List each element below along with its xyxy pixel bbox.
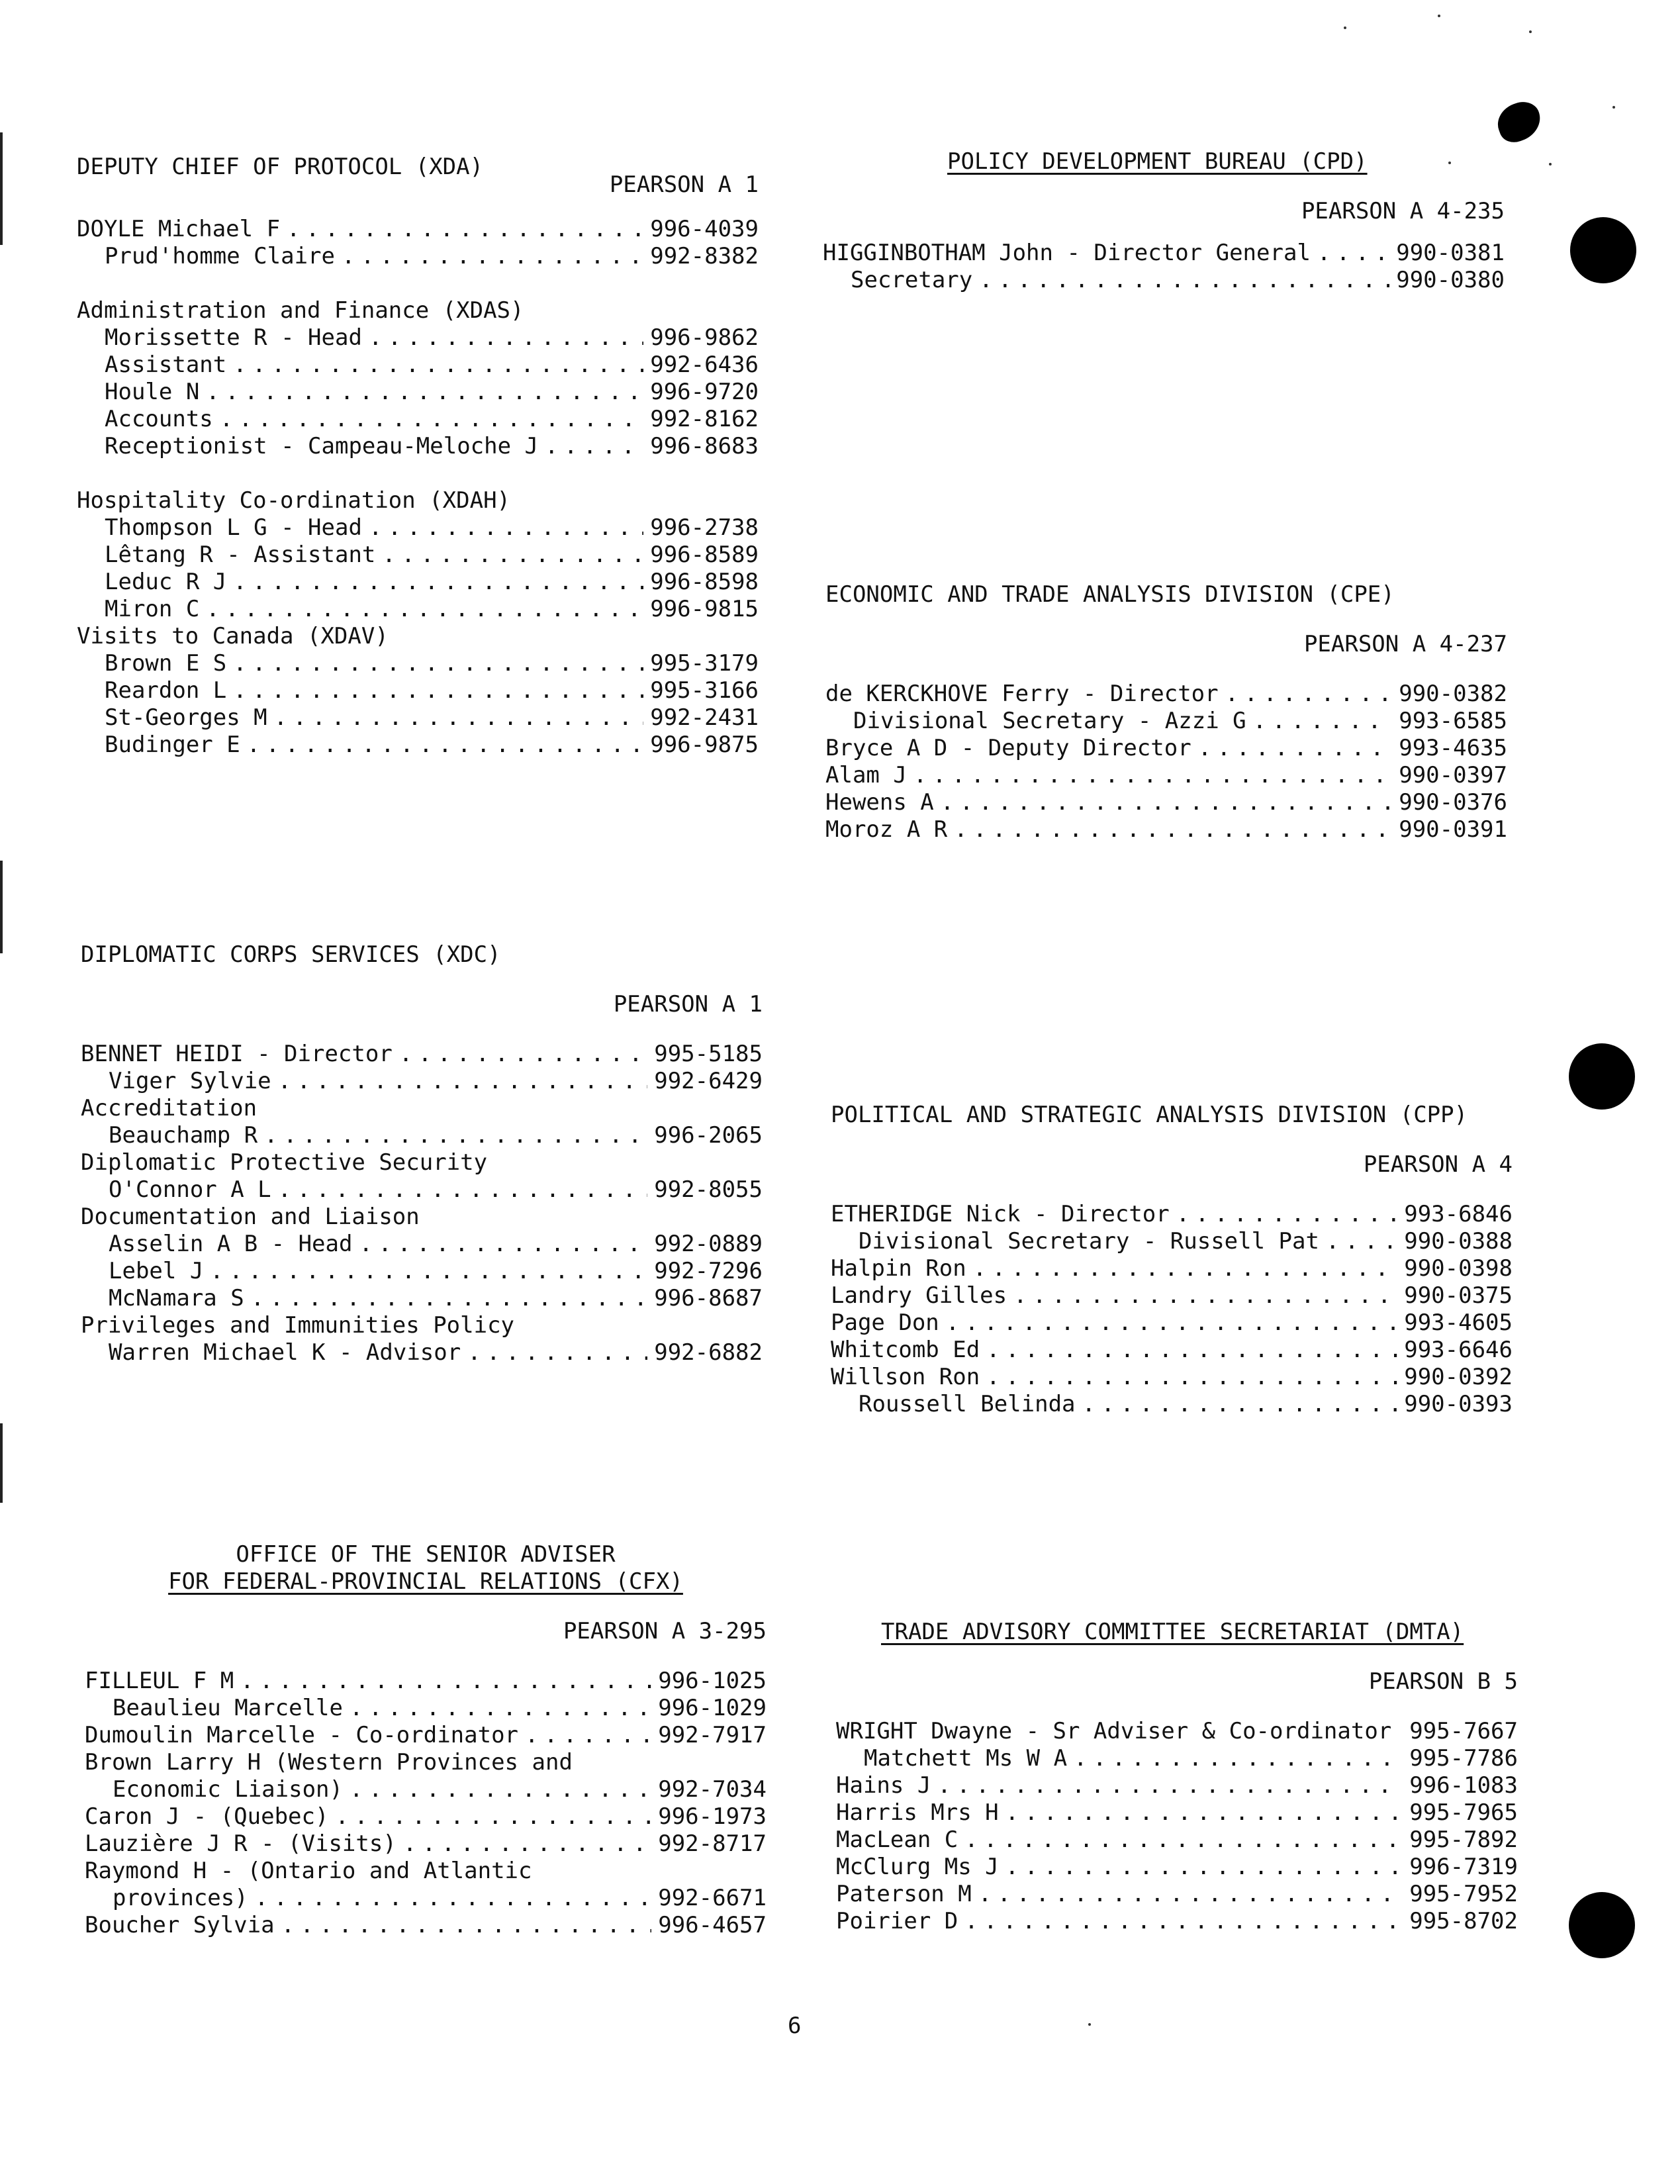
entry-phone: 996-2738 — [650, 514, 759, 541]
entry-name: Caron J - (Quebec) — [85, 1803, 329, 1830]
dot-leader — [399, 1041, 647, 1068]
scan-speck — [1529, 30, 1532, 33]
entry-name: Thompson L G - Head — [105, 514, 362, 541]
dot-leader — [1225, 681, 1393, 708]
directory-entry — [77, 514, 759, 542]
entry-phone: 995-7892 — [1409, 1827, 1518, 1853]
entry-phone: 990-0381 — [1396, 240, 1505, 266]
dot-leader — [986, 1364, 1397, 1391]
dot-leader — [1005, 1799, 1403, 1827]
section-location: PEARSON A 4-235 — [1301, 198, 1505, 224]
entry-name: Dumoulin Marcelle - Co-ordinator — [85, 1722, 519, 1748]
directory-entry — [81, 1339, 763, 1366]
subsection-header: Diplomatic Protective Security — [81, 1149, 488, 1176]
entry-name: Boucher Sylvia — [85, 1912, 275, 1938]
directory-entry — [836, 1718, 1518, 1745]
directory-entry — [85, 1722, 767, 1749]
entry-gap — [77, 270, 759, 297]
directory-entry — [825, 681, 1507, 708]
entry-name: Whitcomb Ed — [831, 1337, 980, 1363]
entry-name: Harris Mrs H — [836, 1799, 999, 1826]
entry-phone: 995-7786 — [1409, 1745, 1518, 1772]
entry-name: Lebel J — [109, 1258, 204, 1284]
entry-name: Beaulieu Marcelle — [113, 1695, 343, 1721]
dot-leader — [278, 1176, 648, 1204]
section-economic-trade-analysis — [825, 581, 1507, 843]
punch-hole-middle — [1569, 1043, 1635, 1110]
dot-leader — [233, 677, 643, 704]
dot-leader — [545, 433, 643, 460]
dot-leader — [220, 406, 643, 433]
section-senior-adviser-federal-provincial — [85, 1541, 767, 1939]
entry-name: McNamara S — [109, 1285, 244, 1311]
directory-entry — [831, 1337, 1513, 1364]
entry-phone: 996-9720 — [650, 379, 759, 405]
entry-phone: 990-0380 — [1396, 267, 1505, 293]
directory-entry — [77, 732, 759, 759]
dot-leader — [467, 1339, 647, 1366]
entry-name: Reardon L — [105, 677, 227, 704]
directory-entry — [825, 789, 1507, 816]
page-number: 6 — [788, 2013, 802, 2039]
dot-leader — [210, 1258, 647, 1285]
directory-entry — [85, 1776, 767, 1803]
dot-leader — [1074, 1745, 1403, 1772]
section-title-line-1: OFFICE OF THE SENIOR ADVISER — [236, 1541, 616, 1568]
entry-name: Paterson M — [836, 1881, 972, 1907]
entry-name: Hains J — [836, 1772, 931, 1799]
directory-entry — [85, 1803, 767, 1830]
directory-entry — [831, 1391, 1513, 1418]
dot-leader — [369, 514, 643, 542]
directory-entry — [823, 240, 1505, 267]
directory-entry — [77, 542, 759, 569]
dot-leader — [335, 1803, 651, 1830]
entry-phone: 996-1973 — [658, 1803, 767, 1830]
dot-leader — [350, 1695, 651, 1722]
dot-leader — [1198, 735, 1393, 762]
entry-phone: 992-7296 — [654, 1258, 763, 1284]
entry-name: de KERCKHOVE Ferry - Director — [825, 681, 1219, 707]
entry-phone: 992-7917 — [658, 1722, 767, 1748]
dot-leader — [978, 1881, 1403, 1908]
entry-phone: 996-4657 — [658, 1912, 767, 1938]
section-title: POLICY DEVELOPMENT BUREAU (CPD) — [947, 148, 1368, 175]
dot-leader — [1317, 240, 1389, 267]
entry-phone: 990-0375 — [1404, 1282, 1513, 1309]
scan-speck — [1438, 15, 1440, 17]
entry-phone: 990-0388 — [1404, 1228, 1513, 1255]
punch-hole-top — [1570, 217, 1636, 283]
entry-name: Alam J — [825, 762, 907, 788]
dot-leader — [1176, 1201, 1397, 1228]
entry-list — [81, 1041, 763, 1366]
entry-name: Prud'homme Claire — [105, 243, 335, 269]
entry-name: Secretary — [851, 267, 973, 293]
entry-phone: 993-4635 — [1399, 735, 1507, 761]
dot-leader — [986, 1337, 1397, 1364]
directory-entry — [81, 1176, 763, 1204]
entry-phone: 995-7965 — [1409, 1799, 1518, 1826]
directory-entry — [836, 1799, 1518, 1827]
edge-mark-bottom — [0, 1423, 3, 1503]
entry-name: Houle N — [105, 379, 200, 405]
dot-leader — [913, 762, 1392, 789]
entry-phone: 992-2431 — [650, 704, 759, 731]
entry-phone: 992-7034 — [658, 1776, 767, 1803]
directory-entry — [825, 735, 1507, 762]
dot-leader — [206, 596, 643, 623]
dot-leader — [964, 1827, 1403, 1854]
directory-entry — [77, 216, 759, 243]
entry-phone: 992-8717 — [658, 1830, 767, 1857]
entry-phone: 990-0376 — [1399, 789, 1507, 816]
entry-list — [823, 240, 1505, 294]
entry-phone: 995-3166 — [650, 677, 759, 704]
entry-name: Willson Ron — [831, 1364, 980, 1390]
directory-entry — [825, 708, 1507, 735]
dot-leader — [350, 1776, 651, 1803]
entry-gap — [77, 460, 759, 487]
dot-leader — [382, 542, 643, 569]
entry-phone: 992-8055 — [654, 1176, 763, 1203]
entry-name: Bryce A D - Deputy Director — [825, 735, 1191, 761]
entry-phone: 992-8162 — [650, 406, 759, 432]
entry-phone: 996-9815 — [650, 596, 759, 622]
section-location: PEARSON A 4-237 — [1303, 631, 1507, 657]
directory-entry — [77, 243, 759, 270]
subsection-header: Documentation and Liaison — [81, 1204, 420, 1230]
directory-entry — [831, 1309, 1513, 1337]
dot-leader — [1326, 1228, 1397, 1255]
entry-phone: 995-5185 — [654, 1041, 763, 1067]
entry-name: St-Georges M — [105, 704, 267, 731]
entry-phone: 992-6429 — [654, 1068, 763, 1094]
entry-name: Economic Liaison) — [113, 1776, 343, 1803]
directory-entry — [825, 762, 1507, 789]
directory-entry — [836, 1745, 1518, 1772]
entry-phone: 996-9862 — [650, 324, 759, 351]
entry-phone: 996-8598 — [650, 569, 759, 595]
section-location: PEARSON A 4 — [1363, 1151, 1513, 1178]
scan-speck — [1088, 2023, 1091, 2026]
entry-phone: 996-2065 — [654, 1122, 763, 1149]
section-location: PEARSON A 1 — [609, 171, 759, 198]
dot-leader — [937, 1772, 1403, 1799]
entry-name: Divisional Secretary - Russell Pat — [859, 1228, 1319, 1255]
directory-entry — [81, 1041, 763, 1068]
entry-phone: 995-7952 — [1409, 1881, 1518, 1907]
directory-entry — [77, 406, 759, 433]
entry-name: O'Connor A L — [109, 1176, 271, 1203]
directory-entry — [836, 1772, 1518, 1799]
entry-phone: 993-6846 — [1404, 1201, 1513, 1227]
entry-phone: 996-8687 — [654, 1285, 763, 1311]
edge-mark-top — [0, 132, 3, 245]
dot-leader — [979, 267, 1389, 294]
entry-phone: 990-0393 — [1404, 1391, 1513, 1417]
entry-name: Hewens A — [825, 789, 934, 816]
section-title: DIPLOMATIC CORPS SERVICES (XDC) — [81, 941, 501, 968]
entry-name: Budinger E — [105, 732, 240, 758]
entry-phone: 996-1025 — [658, 1668, 767, 1694]
dot-leader — [255, 1885, 652, 1912]
subsection-header: Accreditation — [81, 1095, 257, 1121]
entry-name: Assistant — [105, 352, 227, 378]
directory-entry — [831, 1228, 1513, 1255]
entry-phone: 996-4039 — [650, 216, 759, 242]
entry-name: Leduc R J — [105, 569, 227, 595]
directory-entry — [831, 1255, 1513, 1282]
dot-leader — [359, 1231, 647, 1258]
entry-list — [836, 1718, 1518, 1935]
directory-entry — [77, 433, 759, 460]
dot-leader — [233, 352, 643, 379]
entry-phone: 996-8589 — [650, 542, 759, 568]
dot-leader — [964, 1908, 1403, 1935]
directory-entry — [836, 1908, 1518, 1935]
entry-name: FILLEUL F M — [85, 1668, 234, 1694]
section-policy-development-bureau — [823, 148, 1505, 294]
entry-name: HIGGINBOTHAM John - Director General — [823, 240, 1311, 266]
entry-phone: 992-6436 — [650, 352, 759, 378]
entry-phone: 990-0397 — [1399, 762, 1507, 788]
entry-name: Halpin Ron — [831, 1255, 966, 1282]
directory-entry — [81, 1258, 763, 1285]
entry-name: ETHERIDGE Nick - Director — [831, 1201, 1170, 1227]
subsection-header: Administration and Finance (XDAS) — [77, 297, 524, 324]
directory-entry — [823, 267, 1505, 294]
entry-phone: 992-6671 — [658, 1885, 767, 1911]
entry-phone: 993-4605 — [1404, 1309, 1513, 1336]
subsection-header: Raymond H - (Ontario and Atlantic — [85, 1858, 532, 1884]
punch-hole-bottom — [1569, 1892, 1635, 1958]
dot-leader — [1005, 1854, 1403, 1881]
entry-name: Page Don — [831, 1309, 939, 1336]
entry-phone: 995-3179 — [650, 650, 759, 677]
dot-leader — [1082, 1391, 1398, 1418]
dot-leader — [233, 569, 643, 596]
entry-name: Roussell Belinda — [859, 1391, 1076, 1417]
section-political-strategic-analysis — [831, 1102, 1513, 1418]
subsection-header: Brown Larry H (Western Provinces and — [85, 1749, 573, 1776]
entry-phone: 996-1029 — [658, 1695, 767, 1721]
dot-leader — [1253, 708, 1393, 735]
dot-leader — [403, 1830, 651, 1858]
scan-speck — [1344, 26, 1346, 29]
scan-speck — [1448, 162, 1451, 164]
entry-name: Morissette R - Head — [105, 324, 362, 351]
entry-name: WRIGHT Dwayne - Sr Adviser & Co-ordinator — [836, 1718, 1392, 1744]
section-location: PEARSON A 1 — [613, 991, 763, 1018]
entry-name: BENNET HEIDI - Director — [81, 1041, 393, 1067]
dot-leader — [973, 1255, 1398, 1282]
entry-name: Warren Michael K - Advisor — [109, 1339, 461, 1366]
dot-leader — [233, 650, 643, 677]
entry-name: Moroz A R — [825, 816, 948, 843]
entry-name: Lêtang R - Assistant — [105, 542, 376, 568]
directory-entry — [77, 650, 759, 677]
dot-leader — [946, 1309, 1397, 1337]
directory-entry — [77, 324, 759, 352]
subsection-header: Visits to Canada (XDAV) — [77, 623, 389, 649]
dot-leader — [278, 1068, 648, 1095]
section-trade-advisory-committee — [836, 1619, 1518, 1935]
entry-phone: 996-1083 — [1409, 1772, 1518, 1799]
dot-leader — [1013, 1282, 1397, 1309]
entry-name: Landry Gilles — [831, 1282, 1007, 1309]
section-deputy-chief-of-protocol — [77, 154, 759, 759]
entry-name: McClurg Ms J — [836, 1854, 999, 1880]
directory-entry — [836, 1827, 1518, 1854]
entry-phone: 995-7667 — [1409, 1718, 1518, 1744]
entry-name: Accounts — [105, 406, 213, 432]
entry-list — [831, 1201, 1513, 1418]
entry-name: Viger Sylvie — [109, 1068, 271, 1094]
directory-entry — [77, 596, 759, 623]
section-location: PEARSON A 3-295 — [563, 1618, 767, 1644]
scan-speck — [1612, 106, 1615, 109]
entry-name: MacLean C — [836, 1827, 958, 1853]
section-title: DEPUTY CHIEF OF PROTOCOL (XDA) — [77, 154, 484, 180]
entry-name: Lauzière J R - (Visits) — [85, 1830, 397, 1857]
entry-phone: 990-0391 — [1399, 816, 1507, 843]
entry-phone: 992-8382 — [650, 243, 759, 269]
directory-entry — [85, 1668, 767, 1695]
directory-entry — [831, 1282, 1513, 1309]
entry-name: Miron C — [105, 596, 200, 622]
entry-phone: 990-0398 — [1404, 1255, 1513, 1282]
dot-leader — [247, 732, 644, 759]
dot-leader — [240, 1668, 651, 1695]
entry-name: DOYLE Michael F — [77, 216, 281, 242]
directory-entry — [85, 1695, 767, 1722]
directory-entry — [77, 704, 759, 732]
directory-entry — [836, 1881, 1518, 1908]
edge-mark-middle — [0, 861, 3, 953]
entry-phone: 992-0889 — [654, 1231, 763, 1257]
entry-name: Poirier D — [836, 1908, 958, 1934]
dot-leader — [206, 379, 643, 406]
scan-speck — [1549, 163, 1552, 166]
directory-entry — [77, 677, 759, 704]
directory-entry — [831, 1364, 1513, 1391]
entry-phone: 995-8702 — [1409, 1908, 1518, 1934]
entry-list — [85, 1668, 767, 1939]
entry-phone: 990-0382 — [1399, 681, 1507, 707]
entry-name: Brown E S — [105, 650, 227, 677]
entry-name: Divisional Secretary - Azzi G — [853, 708, 1246, 734]
entry-list — [825, 681, 1507, 843]
entry-phone: 992-6882 — [654, 1339, 763, 1366]
dot-leader — [342, 243, 643, 270]
dot-leader — [287, 216, 643, 243]
entry-phone: 993-6646 — [1404, 1337, 1513, 1363]
subsection-header: Privileges and Immunities Policy — [81, 1312, 515, 1339]
section-diplomatic-corps-services — [81, 941, 763, 1366]
section-location: PEARSON B 5 — [1368, 1668, 1518, 1695]
entry-name: provinces) — [113, 1885, 248, 1911]
entry-list — [77, 216, 759, 759]
dot-leader — [264, 1122, 647, 1149]
dot-leader — [281, 1912, 652, 1939]
entry-phone: 993-6585 — [1399, 708, 1507, 734]
directory-entry — [81, 1285, 763, 1312]
directory-entry — [831, 1201, 1513, 1228]
entry-name: Matchett Ms W A — [864, 1745, 1068, 1772]
section-title: ECONOMIC AND TRADE ANALYSIS DIVISION (CPE) — [825, 581, 1395, 608]
directory-entry — [85, 1830, 767, 1858]
entry-phone: 996-9875 — [650, 732, 759, 758]
directory-entry — [81, 1122, 763, 1149]
directory-entry — [77, 379, 759, 406]
dot-leader — [954, 816, 1392, 843]
directory-entry — [85, 1912, 767, 1939]
section-title: POLITICAL AND STRATEGIC ANALYSIS DIVISION (CPP) — [831, 1102, 1468, 1128]
directory-entry — [77, 569, 759, 596]
entry-name: Beauchamp R — [109, 1122, 258, 1149]
dot-leader — [369, 324, 643, 352]
entry-name: Asselin A B - Head — [109, 1231, 353, 1257]
subsection-header: Hospitality Co-ordination (XDAH) — [77, 487, 511, 514]
section-title: TRADE ADVISORY COMMITTEE SECRETARIAT (DMTA) — [881, 1619, 1464, 1645]
entry-phone: 990-0392 — [1404, 1364, 1513, 1390]
entry-name: Receptionist - Campeau-Meloche J — [105, 433, 539, 459]
section-title-line-2: FOR FEDERAL-PROVINCIAL RELATIONS (CFX) — [168, 1568, 683, 1595]
ink-blot — [1492, 97, 1546, 146]
directory-entry — [85, 1885, 767, 1912]
directory-entry — [81, 1231, 763, 1258]
dot-leader — [274, 704, 644, 732]
dot-leader — [251, 1285, 648, 1312]
directory-entry — [81, 1068, 763, 1095]
entry-phone: 996-8683 — [650, 433, 759, 459]
directory-entry — [825, 816, 1507, 843]
dot-leader — [525, 1722, 651, 1749]
entry-phone: 996-7319 — [1409, 1854, 1518, 1880]
directory-entry — [77, 352, 759, 379]
directory-entry — [836, 1854, 1518, 1881]
dot-leader — [941, 789, 1392, 816]
